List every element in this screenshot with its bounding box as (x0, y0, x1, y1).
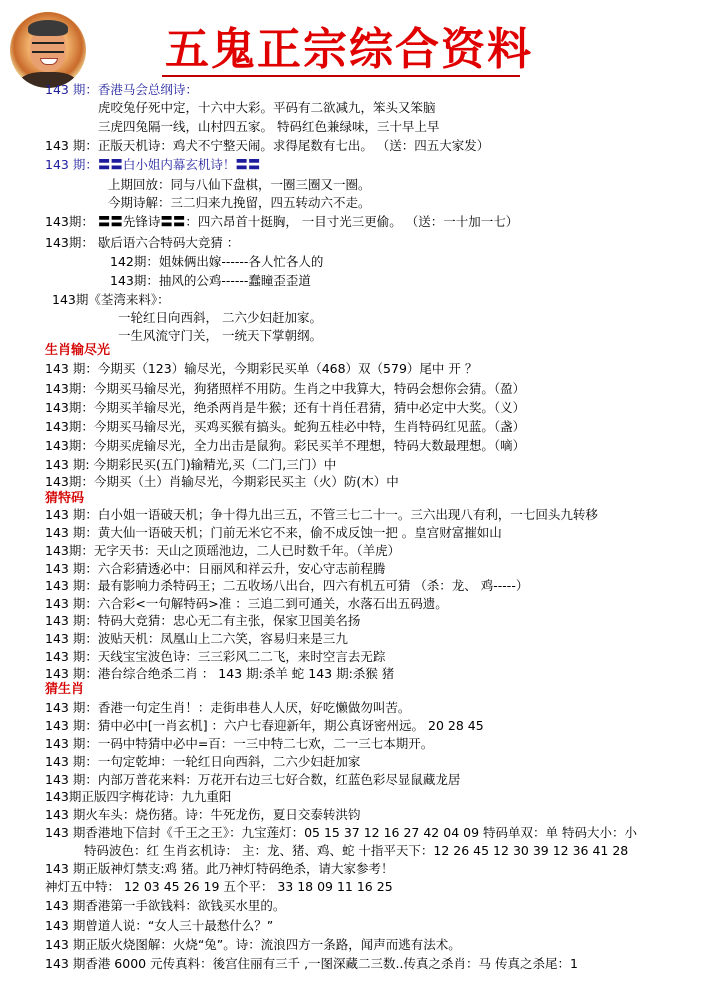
text-line: 143 期：港台综合绝杀二肖 ： 143 期:杀羊 蛇 143 期:杀猴 猪 (45, 666, 395, 681)
text-line: 143期：今期买马输尽光，狗猪照样不用防。生肖之中我算大，特码会想你会猜。（盈） (45, 381, 526, 396)
text-line: 143期：今期买马输尽光，买鸡买猴有搞头。蛇狗五桂必中特，生肖特码红见蓝。（盏） (45, 419, 526, 434)
text-line: 142期：姐妹俩出嫁------各人忙各人的 (110, 254, 324, 269)
text-line: 143 期香港第一手欲钱料：欲钱买水里的。 (45, 898, 286, 913)
section-heading: 生肖输尽光 (45, 343, 111, 358)
text-line: 143期：今期买（土）肖输尽光，今期彩民买主（火）防(木）中 (45, 474, 399, 489)
text-line: 143期：抽风的公鸡------蠢瞳歪歪道 (110, 273, 311, 288)
text-line: 143 期：天线宝宝波色诗：三三彩风二二飞，来时空言去无踪 (45, 649, 386, 664)
text-line: 上期回放：同与八仙下盘棋，一圈三圈又一圈。 (108, 177, 371, 192)
section-heading: 猜特码 (45, 491, 85, 506)
text-line: 虎咬兔仔死中定，十六中大彩。平码有二欲减九，笨头又笨脑 (98, 100, 436, 115)
text-line: 143 期：一码中特猜中必中=百：一三中特二七欢，二一三七本期开。 (45, 736, 434, 751)
text-line: 143 期：香港一句定生肖！：走街串巷人人厌，好吃懒做勿叫苦。 (45, 700, 411, 715)
text-line: 143 期：白小姐一语破天机；争十得九出三五，不管三七二十一。三六出现八有利，一七回头九转移 (45, 507, 598, 522)
text-line: 143 期：波贴天机：凤凰山上二六笑，容易归来是三九 (45, 631, 348, 646)
text-line: 143 期香港地下信封《千王之王》：九宝莲灯：05 15 37 12 16 27 42 04 09 特码单双：单 特码大小：小 (45, 825, 637, 840)
avatar (10, 12, 86, 88)
text-line: 143 期：〓〓白小姐内幕玄机诗！〓〓 (45, 157, 261, 172)
text-line: 143 期：黄大仙一语破天机；门前无米它不来，偷不成反蚀一把 。皇宫财富摧如山 (45, 525, 502, 540)
text-line: 143 期：一句定乾坤：一轮红日向西斜，二六少妇赶加家 (45, 754, 361, 769)
text-line: 143 期香港 6000 元传真料：後宫住丽有三千 ,一图深藏二三数..传真之杀肖：马 传真之杀尾：1 (45, 956, 578, 971)
text-line: 143 期：六合彩<一句解特码>准 ：三追二到可通关，水落石出五码遗。 (45, 596, 448, 611)
text-line: 一生风流守门关， 一统天下掌朝纲。 (118, 328, 322, 343)
text-line: 143期： 〓〓先锋诗〓〓：四六昂首十挺胸， 一目寸光三更偷。 （送：一十加一七） (45, 214, 519, 229)
text-line: 143 期正版神灯禁支:鸡 猪。此乃神灯特码绝杀，请大家参考！ (45, 861, 394, 876)
text-line: 今期诗解：三二归来九挽留，四五转动六不走。 (108, 195, 371, 210)
text-line: 143期：今期买虎输尽光，全力出击是鼠狗。彩民买羊不理想，特码大数最理想。（嘀） (45, 438, 526, 453)
section-heading: 猜生肖 (45, 682, 85, 697)
text-line: 143 期：猜中必中[一肖玄机] ：六户七春迎新年，期公真讶密州远。 20 28 45 (45, 718, 484, 733)
text-line: 143期：今期买羊输尽光，绝杀两肖是牛猴；还有十肖任君猜，猜中必定中大奖。（义） (45, 400, 526, 415)
text-line: 143期《荃湾来料》： (52, 292, 170, 307)
text-line: 143 期: 今期彩民买(五门)输精光,买（二门,三门）中 (45, 457, 337, 472)
text-line: 143 期：内部万普花来料：万花开右边三七好合数，红蓝色彩尽显鼠藏龙居 (45, 772, 461, 787)
text-line: 143 期：最有影响力杀特码王；二五收场八出台，四六有机五可猜 （杀：龙、 鸡-----） (45, 578, 529, 593)
text-line: 143期： 歇后语六合特码大竞猜 ： (45, 235, 240, 250)
text-line: 143 期：今期买（123）输尽光，今期彩民买单（468）双（579）尾中 开 ？ (45, 361, 478, 376)
title-underline (162, 75, 520, 77)
text-line: 143 期：特码大竞猜：忠心无二有主张，保家卫国美名扬 (45, 613, 361, 628)
text-line: 143 期正版火烧图解：火烧“兔”。诗：流浪四方一条路，闻声而逃有法术。 (45, 937, 461, 952)
text-line: 143期：无字天书：天山之顶瑶池边，二人已时数千年。（羊虎） (45, 543, 401, 558)
text-line: 143 期曾道人说：“女人三十最愁什么？” (45, 918, 274, 933)
page-title: 五鬼正宗综合资料 (165, 24, 533, 75)
text-line: 143 期：正版天机诗：鸡犬不宁整天闹。求得尾数有七出。 （送：四五大家发） (45, 138, 490, 153)
text-line: 三虎四兔隔一线，山村四五家。 特码红色兼绿味，三十早上早 (98, 119, 440, 134)
text-line: 一轮红日向西斜， 二六少妇赶加家。 (118, 310, 322, 325)
text-line: 143 期火车头：烧伤猪。诗：牛死龙伤，夏日交泰转洪钧 (45, 807, 361, 822)
text-line: 特码波色：红 生肖玄机诗： 主：龙、猪、鸡、蛇 十指平天下：12 26 45 12 30 39 12 36 41 28 (84, 843, 629, 858)
text-line: 神灯五中特： 12 03 45 26 19 五个平： 33 18 09 11 16 25 (45, 879, 393, 894)
text-line: 143 期：香港马会总纲诗： (45, 82, 198, 97)
text-line: 143 期：六合彩猜透必中：日丽风和祥云升，安心守志前程腾 (45, 561, 386, 576)
text-line: 143期正版四字梅花诗：九九重阳 (45, 789, 232, 804)
